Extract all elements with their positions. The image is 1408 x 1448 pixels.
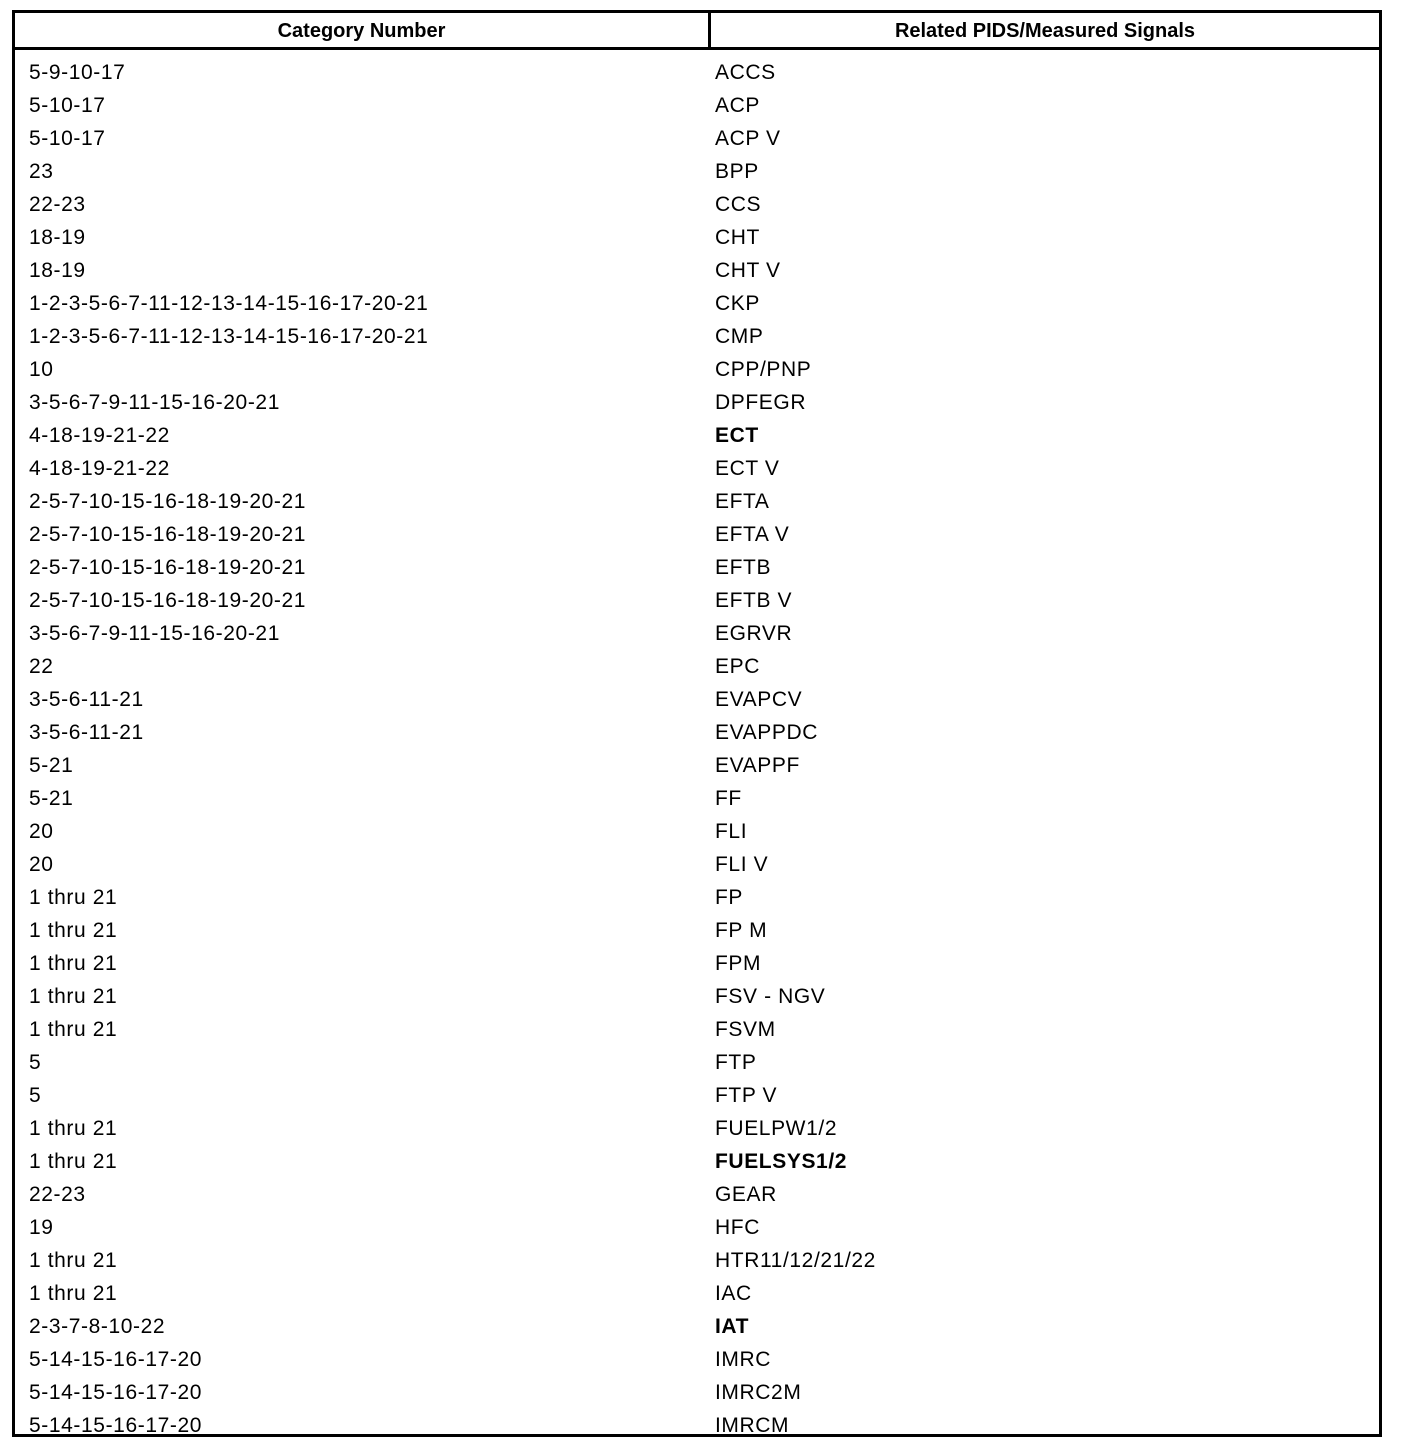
measured-signal-cell: EFTB — [715, 556, 772, 579]
measured-signal-cell: ECT V — [715, 457, 780, 480]
measured-signal-cell: EPC — [715, 655, 760, 678]
category-number-cell: 5-21 — [29, 754, 74, 777]
category-number-cell: 3-5-6-11-21 — [29, 688, 144, 711]
category-number-cell: 3-5-6-11-21 — [29, 721, 144, 744]
category-number-cell: 18-19 — [29, 226, 86, 249]
measured-signal-cell: DPFEGR — [715, 391, 807, 414]
category-number-cell: 22-23 — [29, 193, 86, 216]
table-row — [15, 584, 1379, 617]
category-number-cell: 4-18-19-21-22 — [29, 424, 170, 447]
category-number-cell: 5 — [29, 1051, 42, 1074]
table-row — [15, 749, 1379, 782]
category-number-cell: 1 thru 21 — [29, 1150, 118, 1173]
table-header-row — [15, 13, 1379, 50]
category-number-cell: 3-5-6-7-9-11-15-16-20-21 — [29, 622, 280, 645]
measured-signal-cell: GEAR — [715, 1183, 777, 1206]
table-row — [15, 815, 1379, 848]
table-row — [15, 518, 1379, 551]
measured-signal-cell: FLI — [715, 820, 748, 843]
category-number-cell: 5 — [29, 1084, 42, 1107]
table-row — [15, 452, 1379, 485]
measured-signal-cell: FTP — [715, 1051, 757, 1074]
table-row — [15, 617, 1379, 650]
table-row — [15, 716, 1379, 749]
measured-signal-cell: IAT — [715, 1315, 750, 1338]
category-number-cell: 10 — [29, 358, 54, 381]
category-number-cell: 5-10-17 — [29, 94, 106, 117]
table-row — [15, 1079, 1379, 1112]
table-row — [15, 485, 1379, 518]
table-row — [15, 551, 1379, 584]
header-related-pids: Related PIDS/Measured Signals — [894, 20, 1196, 42]
table-row — [15, 1343, 1379, 1376]
table-row — [15, 89, 1379, 122]
category-number-cell: 2-5-7-10-15-16-18-19-20-21 — [29, 523, 307, 546]
table-row — [15, 320, 1379, 353]
measured-signal-cell: CKP — [715, 292, 760, 315]
table-row — [15, 980, 1379, 1013]
category-number-cell: 18-19 — [29, 259, 86, 282]
category-number-cell: 1-2-3-5-6-7-11-12-13-14-15-16-17-20-21 — [29, 292, 429, 315]
table-body — [15, 56, 1379, 1437]
measured-signal-cell: CPP/PNP — [715, 358, 812, 381]
table-row — [15, 1112, 1379, 1145]
measured-signal-cell: FSV - NGV — [715, 985, 826, 1008]
table-row — [15, 419, 1379, 452]
table-row — [15, 56, 1379, 89]
measured-signal-cell: ACCS — [715, 61, 776, 84]
table-row — [15, 650, 1379, 683]
measured-signal-cell: FPM — [715, 952, 762, 975]
measured-signal-cell: BPP — [715, 160, 759, 183]
category-number-cell: 5-10-17 — [29, 127, 106, 150]
measured-signal-cell: EVAPPDC — [715, 721, 819, 744]
measured-signal-cell: ACP V — [715, 127, 781, 150]
category-number-cell: 22 — [29, 655, 54, 678]
category-number-cell: 2-5-7-10-15-16-18-19-20-21 — [29, 589, 307, 612]
measured-signal-cell: CHT V — [715, 259, 781, 282]
measured-signal-cell: FF — [715, 787, 742, 810]
table-row — [15, 1211, 1379, 1244]
measured-signal-cell: FP M — [715, 919, 768, 942]
table-row — [15, 353, 1379, 386]
category-number-cell: 20 — [29, 853, 54, 876]
table-row — [15, 287, 1379, 320]
category-number-cell: 1 thru 21 — [29, 886, 118, 909]
measured-signal-cell: IAC — [715, 1282, 752, 1305]
table-row — [15, 1409, 1379, 1437]
table-row — [15, 881, 1379, 914]
measured-signal-cell: IMRC2M — [715, 1381, 802, 1404]
measured-signal-cell: FLI V — [715, 853, 769, 876]
measured-signal-cell: EFTA V — [715, 523, 790, 546]
category-number-cell: 19 — [29, 1216, 54, 1239]
category-number-cell: 1 thru 21 — [29, 952, 118, 975]
category-number-cell: 22-23 — [29, 1183, 86, 1206]
measured-signal-cell: FP — [715, 886, 744, 909]
measured-signal-cell: FSVM — [715, 1018, 776, 1041]
header-category-number: Category Number — [277, 20, 446, 42]
pids-category-table — [12, 10, 1382, 1437]
measured-signal-cell: EVAPPF — [715, 754, 800, 777]
measured-signal-cell: FTP V — [715, 1084, 778, 1107]
table-row — [15, 782, 1379, 815]
category-number-cell: 1 thru 21 — [29, 1018, 118, 1041]
category-number-cell: 2-5-7-10-15-16-18-19-20-21 — [29, 490, 307, 513]
category-number-cell: 1 thru 21 — [29, 919, 118, 942]
measured-signal-cell: EVAPCV — [715, 688, 803, 711]
measured-signal-cell: CCS — [715, 193, 762, 216]
measured-signal-cell: CHT — [715, 226, 760, 249]
measured-signal-cell: CMP — [715, 325, 764, 348]
category-number-cell: 1 thru 21 — [29, 985, 118, 1008]
table-row — [15, 1277, 1379, 1310]
measured-signal-cell: ECT — [715, 424, 759, 447]
category-number-cell: 4-18-19-21-22 — [29, 457, 170, 480]
table-row — [15, 683, 1379, 716]
table-row — [15, 1046, 1379, 1079]
measured-signal-cell: HFC — [715, 1216, 760, 1239]
category-number-cell: 3-5-6-7-9-11-15-16-20-21 — [29, 391, 280, 414]
measured-signal-cell: HTR11/12/21/22 — [715, 1249, 876, 1272]
category-number-cell: 20 — [29, 820, 54, 843]
measured-signal-cell: EFTA — [715, 490, 770, 513]
category-number-cell: 1 thru 21 — [29, 1117, 118, 1140]
table-row — [15, 155, 1379, 188]
table-row — [15, 1013, 1379, 1046]
measured-signal-cell: EFTB V — [715, 589, 793, 612]
category-number-cell: 5-14-15-16-17-20 — [29, 1381, 203, 1404]
table-row — [15, 947, 1379, 980]
measured-signal-cell: IMRC — [715, 1348, 772, 1371]
category-number-cell: 5-21 — [29, 787, 74, 810]
table-row — [15, 848, 1379, 881]
measured-signal-cell: IMRCM — [715, 1414, 790, 1437]
table-row — [15, 914, 1379, 947]
table-row — [15, 254, 1379, 287]
category-number-cell: 1 thru 21 — [29, 1282, 118, 1305]
table-row — [15, 386, 1379, 419]
measured-signal-cell: FUELSYS1/2 — [715, 1150, 848, 1173]
table-row — [15, 1244, 1379, 1277]
table-row — [15, 1178, 1379, 1211]
category-number-cell: 1 thru 21 — [29, 1249, 118, 1272]
category-number-cell: 5-14-15-16-17-20 — [29, 1414, 203, 1437]
category-number-cell: 2-5-7-10-15-16-18-19-20-21 — [29, 556, 307, 579]
table-row — [15, 122, 1379, 155]
category-number-cell: 23 — [29, 160, 54, 183]
measured-signal-cell: FUELPW1/2 — [715, 1117, 838, 1140]
measured-signal-cell: EGRVR — [715, 622, 793, 645]
category-number-cell: 5-14-15-16-17-20 — [29, 1348, 203, 1371]
measured-signal-cell: ACP — [715, 94, 760, 117]
table-row — [15, 1376, 1379, 1409]
table-row — [15, 1310, 1379, 1343]
category-number-cell: 1-2-3-5-6-7-11-12-13-14-15-16-17-20-21 — [29, 325, 429, 348]
category-number-cell: 5-9-10-17 — [29, 61, 126, 84]
category-number-cell: 2-3-7-8-10-22 — [29, 1315, 166, 1338]
table-row — [15, 221, 1379, 254]
table-row — [15, 1145, 1379, 1178]
table-row — [15, 188, 1379, 221]
